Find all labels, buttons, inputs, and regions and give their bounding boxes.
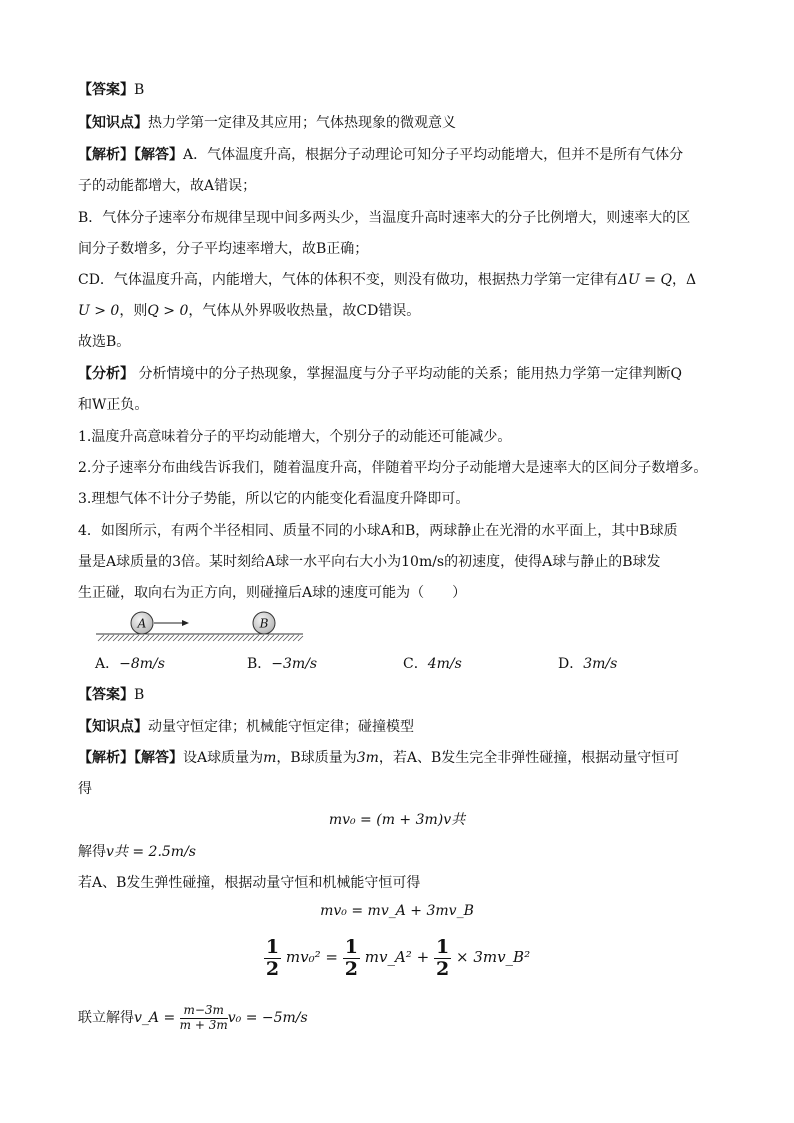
momentum-equation-elastic [0,903,794,919]
q4-solution-line-1 [78,748,679,768]
ball-a-label: A [137,616,147,631]
math-expression: v共 = 2.5m/s [106,844,196,860]
solution-text: ，若A、B发生完全非弹性碰撞，根据动量守恒可 [378,750,680,766]
analysis-text: 间分子数增多，分子平均速率增大，故B正确； [78,241,369,257]
option-d [558,653,617,673]
equation: mv₀ = (m + 3m)v共 [328,812,466,828]
option-value: 3m/s [583,656,618,672]
option-value: −8m/s [119,656,165,672]
collision-figure [96,608,306,646]
analysis-text: 子的动能都增大，故A错误； [78,178,257,194]
fenxi-text: 和W正负。 [78,397,149,413]
fraction-numerator: 1 [344,935,358,958]
analysis-text: ，气体从外界吸收热量，故CD错误。 [188,303,421,319]
q4-stem-line-3 [78,583,466,603]
fraction-numerator: m−3m [180,1004,228,1018]
conclusion-text: 故选B。 [78,334,131,350]
equation-term: × 3mv_B² [455,948,531,966]
solution-text: 解得 [78,844,106,860]
fraction-numerator: 1 [435,935,450,958]
solution-tag: 【解答】 [134,147,183,163]
math-expression: v₀ = −5m/s [227,1010,308,1026]
fraction-denominator: 2 [265,957,280,980]
fraction-half [343,937,360,980]
fraction-numerator: 1 [265,935,280,958]
answer-value: B [134,82,145,98]
math-expression: U > 0 [78,303,120,319]
analysis-text: A．气体温度升高，根据分子动理论可知分子平均动能增大，但并不是所有气体分 [183,147,684,163]
q3-choose-line [78,332,130,352]
option-c [403,653,462,673]
fenxi-tag: 【分析】 [78,366,134,382]
analysis-tag: 【解析】 [78,147,134,163]
knowledge-text: 动量守恒定律；机械能守恒定律；碰撞模型 [148,719,414,735]
solution-text: 设A球质量为 [183,750,264,766]
fraction-half [434,937,451,980]
ground-hatching [96,634,303,641]
option-a [95,653,165,673]
solution-text: 若A、B发生弹性碰撞，根据动量守恒和机械能守恒可得 [78,875,421,891]
question-stem: 4．如图所示，有两个半径相同、质量不同的小球A和B，两球静止在光滑的水平面上，其中B球质 [78,523,678,539]
fraction-denominator: 2 [344,957,358,980]
solution-text: 得 [78,781,92,797]
equation-term: mv_A² [364,948,412,966]
option-value: −3m/s [271,656,318,672]
option-value: 4m/s [427,656,462,672]
equation: mv₀ = mv_A + 3mv_B [320,903,474,919]
option-label: C． [403,656,428,672]
option-label: D． [558,656,584,672]
momentum-equation-inelastic [0,809,794,829]
q4-elastic-line [78,873,420,893]
fraction-denominator: m + 3m [179,1017,228,1032]
analysis-text: ，Δ [671,272,697,288]
option-label: B． [247,656,272,672]
q3-analysis-line-1 [78,145,683,165]
fenxi-text: 分析情境中的分子热现象，掌握温度与分子平均动能的关系；能用热力学第一定律判断Q [134,366,682,382]
knowledge-tag: 【知识点】 [78,719,148,735]
q3-note-2 [78,458,707,478]
q3-option-b-line-2 [78,239,368,259]
math-expression: v_A = [134,1010,176,1026]
note-text: 1.温度升高意味着分子的平均动能增大，个别分子的动能还可能减少。 [78,429,512,445]
answer-value: B [134,687,145,703]
solution-tag: 【解答】 [134,750,183,766]
solution-text: 联立解得 [78,1010,134,1026]
math-expression: Q > 0 [147,303,189,319]
q3-option-b-line-1 [78,208,690,228]
answer-tag: 【答案】 [78,687,134,703]
analysis-tag: 【解析】 [78,750,134,766]
final-fraction [180,1004,228,1031]
q3-knowledge-line [78,113,456,133]
option-b [247,653,317,673]
option-label: A． [95,656,120,672]
q4-answer-line [78,685,144,705]
ball-b-label: B [259,616,269,631]
math-expression: m [263,750,277,766]
q3-note-3 [78,489,469,509]
analysis-text: CD．气体温度升高，内能增大，气体的体积不变，则没有做功，根据热力学第一定律有 [78,272,618,288]
arrow-head-icon [182,620,189,626]
math-expression: ΔU = Q [617,272,672,288]
q3-answer-line [78,80,144,100]
fraction-half [264,937,281,980]
q3-analysis-line-2 [78,176,256,196]
question-stem: 量是A球质量的3倍。某时刻给A球一水平向右大小为10m/s的初速度，使得A球与静止的B球发 [78,554,661,570]
analysis-text: ，则 [119,303,148,319]
q4-stem-line-2 [78,552,661,572]
knowledge-tag: 【知识点】 [78,115,148,131]
q3-option-cd-line-2 [78,301,420,321]
note-text: 2.分子速率分布曲线告诉我们，随着温度升高，伴随着平均分子动能增大是速率大的区间分子数增多。 [78,460,708,476]
q3-fenxi-line-2 [78,395,148,415]
energy-equation: $\frac{1}{2}$ mv₀² = $\frac{1}{2}$ mv_A² + $\frac{1}{2}$ × 3mv_B² [265,935,531,980]
question-stem: 生正碰，取向右为正方向，则碰撞后A球的速度可能为（ ） [78,585,467,601]
q3-note-1 [78,427,511,447]
q3-option-cd-line-1 [78,270,696,290]
q4-solution-line-2 [78,779,92,799]
q4-knowledge-line [78,717,414,737]
q3-fenxi-line-1 [78,364,682,384]
q4-stem-line-1 [78,521,678,541]
knowledge-text: 热力学第一定律及其应用；气体热现象的微观意义 [148,115,456,131]
math-expression: 3m [356,750,379,766]
equation-term: mv₀² [285,948,321,966]
answer-tag: 【答案】 [78,82,134,98]
note-text: 3.理想气体不计分子势能，所以它的内能变化看温度升降即可。 [78,491,470,507]
analysis-text: B．气体分子速率分布规律呈现中间多两头少，当温度升高时速率大的分子比例增大，则速率大的区 [78,210,691,226]
q4-result-line [78,842,196,862]
q4-final-line [78,998,308,1038]
fraction-denominator: 2 [435,957,450,980]
solution-text: ，B球质量为 [276,750,357,766]
